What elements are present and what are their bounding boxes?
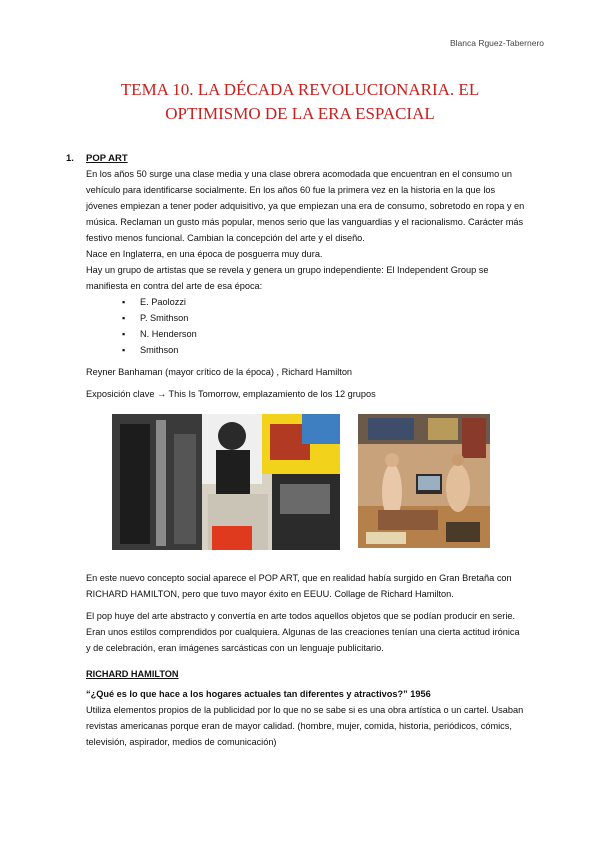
list-item: ▪ P. Smithson	[122, 310, 526, 326]
member-list	[122, 294, 526, 358]
document-body	[86, 150, 526, 750]
title-line-1: TEMA 10. LA DÉCADA REVOLUCIONARIA. EL	[120, 80, 480, 99]
list-item: ▪ Smithson	[122, 342, 526, 358]
page-title	[60, 78, 540, 126]
collage-images	[86, 414, 526, 564]
paragraph-group: Hay un grupo de artistas que se revela y genera un grupo independiente: El Independent Group se manifiesta en contra del arte de esa época:	[86, 265, 489, 291]
paragraph-exhibition: Exposición clave → This Is Tomorrow, emplazamiento de los 12 grupos	[86, 389, 376, 399]
collage-image-hamilton	[358, 414, 490, 548]
section-number: 1.	[66, 153, 74, 164]
paragraph-origin: Nace en Inglaterra, en una época de posguerra muy dura.	[86, 249, 323, 259]
hamilton-quote: “¿Qué es lo que hace a los hogares actuales tan diferentes y atractivos?”	[86, 689, 408, 699]
paragraph-hamilton: Utiliza elementos propios de la publicidad por lo que no se sabe si es una obra artística o un cartel. Usaban revistas americanas porque eran de mayor calidad. (hombre, mujer, comida, historia, periódicos, cómics, televisión, aspirador, medios de comunicación)	[86, 705, 524, 747]
section-title: POP ART	[86, 153, 128, 164]
paragraph-popart: En este nuevo concepto social aparece el POP ART, que en realidad había surgido en Gran Bretaña con RICHARD HAMILTON, pero que tuvo mayor éxito en EEUU. Collage de Richard Hamilton.	[86, 573, 512, 599]
title-line-2: OPTIMISMO DE LA ERA ESPACIAL	[165, 104, 435, 123]
list-item: ▪ N. Henderson	[122, 326, 526, 342]
paragraph-intro: En los años 50 surge una clase media y una clase obrera acomodada que encuentran en el consumo un vehículo para identificarse socialmente. En los años 60 fue la primera vez en la historia en la que los jóvenes empiezan a tener poder adquisitivo, ya que empiezan una era de consumo, sobretodo en ropa y en música. Reclaman un gusto más popular, menos serio que las vanguardias y el racionalismo. Carácter más festivo menos funcional. Cambian la concepción del arte y el diseño.	[86, 169, 525, 243]
paragraph-critics: Reyner Banhaman (mayor crítico de la época) , Richard Hamilton	[86, 367, 353, 377]
collage-image-exhibition	[112, 414, 340, 550]
list-item: ▪ E. Paolozzi	[122, 294, 526, 310]
hamilton-year: 1956	[410, 689, 431, 699]
author-name: Blanca Rguez-Tabernero	[449, 38, 544, 48]
hamilton-quote-line	[86, 686, 526, 702]
paragraph-abstract: El pop huye del arte abstracto y convertía en arte todos aquellos objetos que se podían producir en serie. Eran unos estilos comprendidos por cualquiera. Algunas de las creaciones tenían una cierta actitud irónica y de celebración, eran imágenes sarcásticas con un lenguaje publicitario.	[86, 611, 520, 653]
hamilton-heading: RICHARD HAMILTON	[86, 669, 179, 679]
